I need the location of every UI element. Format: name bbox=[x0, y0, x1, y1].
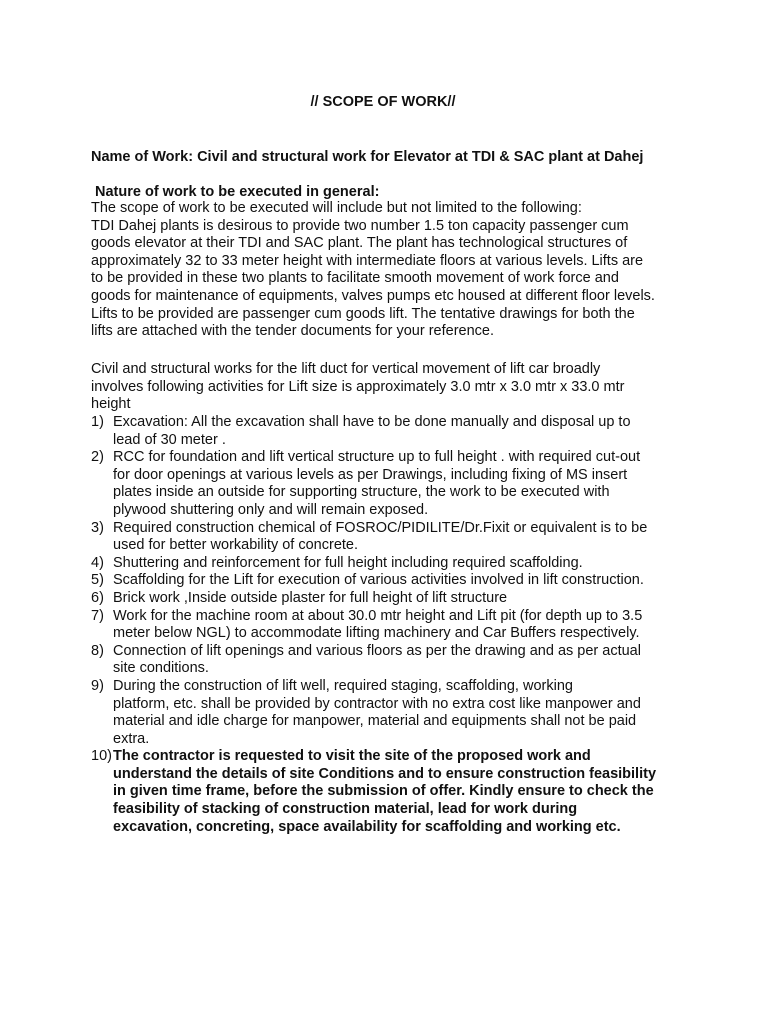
activities-intro-paragraph: Civil and structural works for the lift duct for vertical movement of lift car broadly involves following activities for Lift size is approximately 3.0 mtr x 3.0 mtr x 33.0 mtr height bbox=[91, 361, 625, 413]
list-item-number: 8) bbox=[91, 642, 104, 659]
list-item-text: RCC for foundation and lift vertical structure up to full height . with required cut-out for door openings at various levels as per Drawings, including fixing of MS insert plates inside an outside for supporting structure, the work to be executed with plywood shuttering only and will remain exposed. bbox=[113, 449, 641, 518]
list-item-number: 9) bbox=[91, 677, 104, 694]
list-item-text: The contractor is requested to visit the site of the proposed work and understand the details of site Conditions and to ensure construction feasibility in given time frame, before the submission of offer. Kindly ensure to check the feasibility of stacking of construction material, lead for work during excavation, concreting, space availability for scaffolding and working etc. bbox=[113, 748, 657, 835]
list-item-number: 6) bbox=[91, 589, 104, 606]
list-item-text: Required construction chemical of FOSROC/PIDILITE/Dr.Fixit or equivalent is to be used for better workability of concrete. bbox=[113, 519, 648, 554]
list-item bbox=[91, 572, 691, 590]
document-title: // SCOPE OF WORK// bbox=[310, 94, 456, 110]
list-item bbox=[91, 555, 691, 573]
list-item bbox=[91, 520, 691, 555]
list-item bbox=[91, 590, 691, 608]
list-item-text: Scaffolding for the Lift for execution of various activities involved in lift construction. bbox=[113, 572, 644, 589]
list-item bbox=[91, 748, 691, 836]
list-item-text: Shuttering and reinforcement for full height including required scaffolding. bbox=[113, 554, 583, 571]
list-item bbox=[91, 678, 691, 748]
list-item-text: Connection of lift openings and various floors as per the drawing and as per actual site conditions. bbox=[113, 642, 641, 677]
list-item bbox=[91, 449, 691, 519]
list-item bbox=[91, 414, 691, 449]
list-item-text: During the construction of lift well, required staging, scaffolding, working platform, etc. shall be provided by contractor with no extra cost like manpower and material and idle charge for manpower, material and equipments shall not be paid extra. bbox=[113, 677, 641, 747]
list-item-number: 1) bbox=[91, 414, 104, 430]
list-item bbox=[91, 608, 691, 643]
list-item-number: 10) bbox=[91, 748, 112, 765]
name-of-work: Name of Work: Civil and structural work for Elevator at TDI & SAC plant at Dahej bbox=[91, 149, 644, 165]
list-item-number: 7) bbox=[91, 607, 104, 624]
list-item-text: Work for the machine room at about 30.0 mtr height and Lift pit (for depth up to 3.5 meter below NGL) to accommodate lifting machinery and Car Buffers respectively. bbox=[113, 607, 643, 642]
list-item-number: 2) bbox=[91, 449, 104, 466]
nature-of-work-heading: Nature of work to be executed in general: bbox=[95, 184, 380, 200]
list-item-number: 3) bbox=[91, 519, 104, 536]
list-item-number: 4) bbox=[91, 554, 104, 571]
list-item bbox=[91, 643, 691, 678]
activities-list bbox=[91, 414, 691, 836]
scope-paragraph: The scope of work to be executed will include but not limited to the following: TDI Dahej plants is desirous to provide two number 1.5 ton capacity passenger cum goods elevator at their TDI and SAC plant. The plant has technological structures of approximately 32 to 33 meter height with intermediate floors at various levels. Lifts are to be provided in these two plants to facilitate smooth movement of work force and goods for maintenance of equipments, valves pumps etc housed at different floor levels. Lifts to be provided are passenger cum goods lift. The tentative drawings for both the lifts are attached with the tender documents for your reference. bbox=[91, 200, 655, 340]
list-item-text: Excavation: All the excavation shall have to be done manually and disposal up to lead of 30 meter . bbox=[113, 414, 631, 448]
list-item-text: Brick work ,Inside outside plaster for full height of lift structure bbox=[113, 589, 508, 606]
list-item-number: 5) bbox=[91, 572, 104, 589]
